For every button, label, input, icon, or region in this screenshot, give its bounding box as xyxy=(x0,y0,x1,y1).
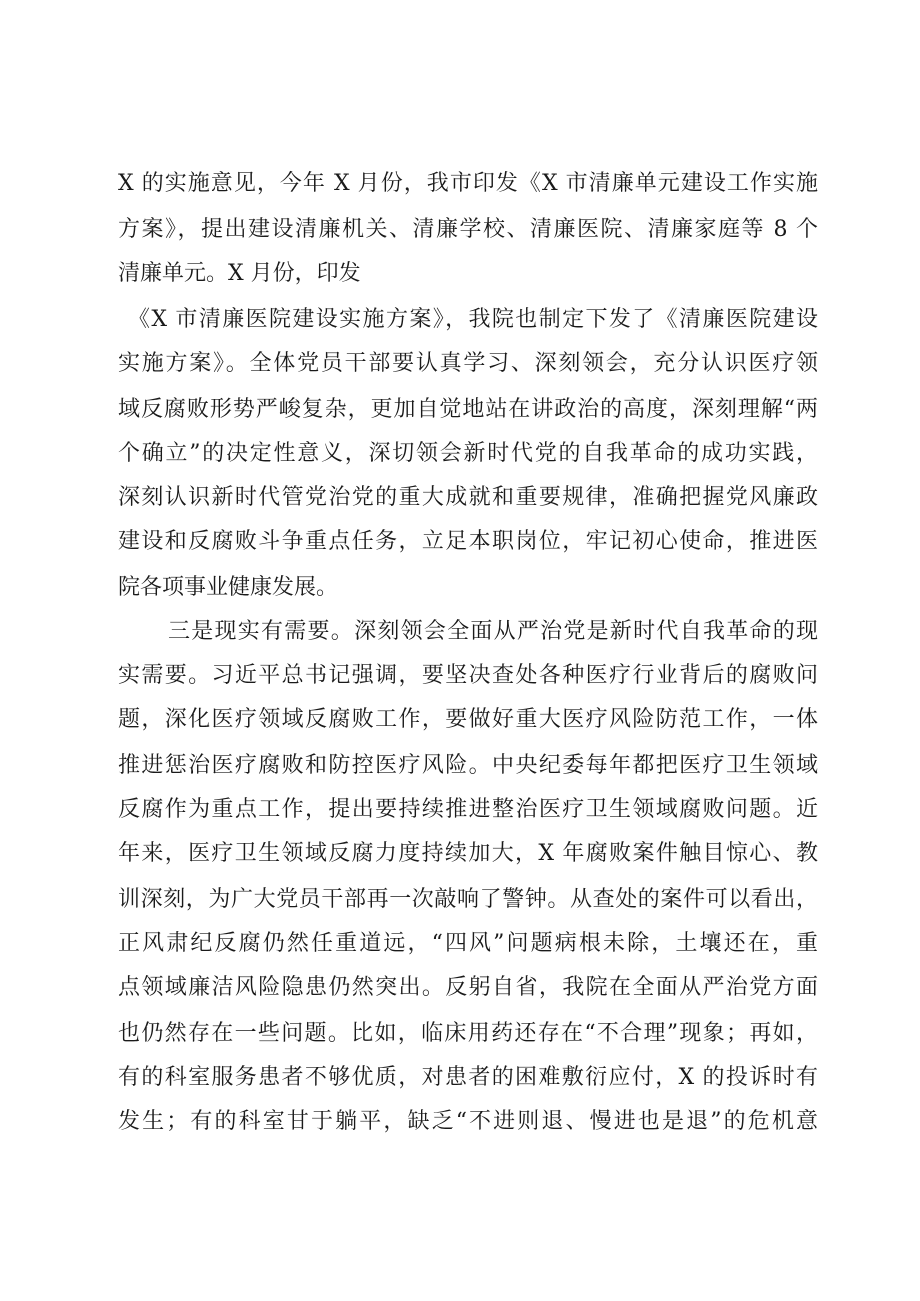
text-line: 建设和反腐败斗争重点任务，立足本职岗位，牢记初心使命，推进医 xyxy=(118,529,818,554)
text-line: 实施方案》。全体党员干部要认真学习、深刻领会，充分认识医疗领 xyxy=(118,351,818,376)
text-line: 点领域廉洁风险隐患仍然突出。反躬自省，我院在全面从严治党方面 xyxy=(118,975,818,1000)
text-line: 清廉单元。X 月份，印发 xyxy=(118,261,361,286)
text-line: 年来，医疗卫生领域反腐力度持续加大，X 年腐败案件触目惊心、教 xyxy=(118,841,818,866)
text-line: 正风肃纪反腐仍然任重道远，“四风”问题病根未除，土壤还在，重 xyxy=(118,931,818,956)
text-line: 训深刻，为广大党员干部再一次敲响了警钟。从查处的案件可以看出， xyxy=(118,887,818,912)
text-line: 有的科室服务患者不够优质，对患者的困难敷衍应付，X 的投诉时有 xyxy=(118,1065,818,1090)
text-line: 反腐作为重点工作，提出要持续推进整治医疗卫生领域腐败问题。近 xyxy=(118,797,818,822)
text-line: 发生；有的科室甘于躺平，缺乏“不进则退、慢进也是退”的危机意 xyxy=(118,1109,818,1134)
text-line: 域反腐败形势严峻复杂，更加自觉地站在讲政治的高度，深刻理解“两 xyxy=(118,397,818,422)
text-line: 推进惩治医疗腐败和防控医疗风险。中央纪委每年都把医疗卫生领域 xyxy=(118,753,818,778)
text-line: X 的实施意见，今年 X 月份，我市印发《X 市清廉单元建设工作实施 xyxy=(118,171,818,196)
text-line: 方案》，提出建设清廉机关、清廉学校、清廉医院、清廉家庭等 8 个 xyxy=(118,217,818,242)
text-line: 《X 市清廉医院建设实施方案》，我院也制定下发了《清廉医院建设 xyxy=(128,307,818,332)
text-line: 题，深化医疗领域反腐败工作，要做好重大医疗风险防范工作，一体 xyxy=(118,707,818,732)
text-line: 实需要。习近平总书记强调，要坚决查处各种医疗行业背后的腐败问 xyxy=(118,663,818,688)
text-line: 院各项事业健康发展。 xyxy=(118,575,339,600)
text-line: 也仍然存在一些问题。比如，临床用药还存在“不合理”现象；再如， xyxy=(118,1021,818,1046)
text-line: 三是现实有需要。深刻领会全面从严治党是新时代自我革命的现 xyxy=(168,619,818,644)
text-line: 深刻认识新时代管党治党的重大成就和重要规律，准确把握党风廉政 xyxy=(118,485,818,510)
text-line: 个确立”的决定性意义，深切领会新时代党的自我革命的成功实践， xyxy=(118,441,818,466)
